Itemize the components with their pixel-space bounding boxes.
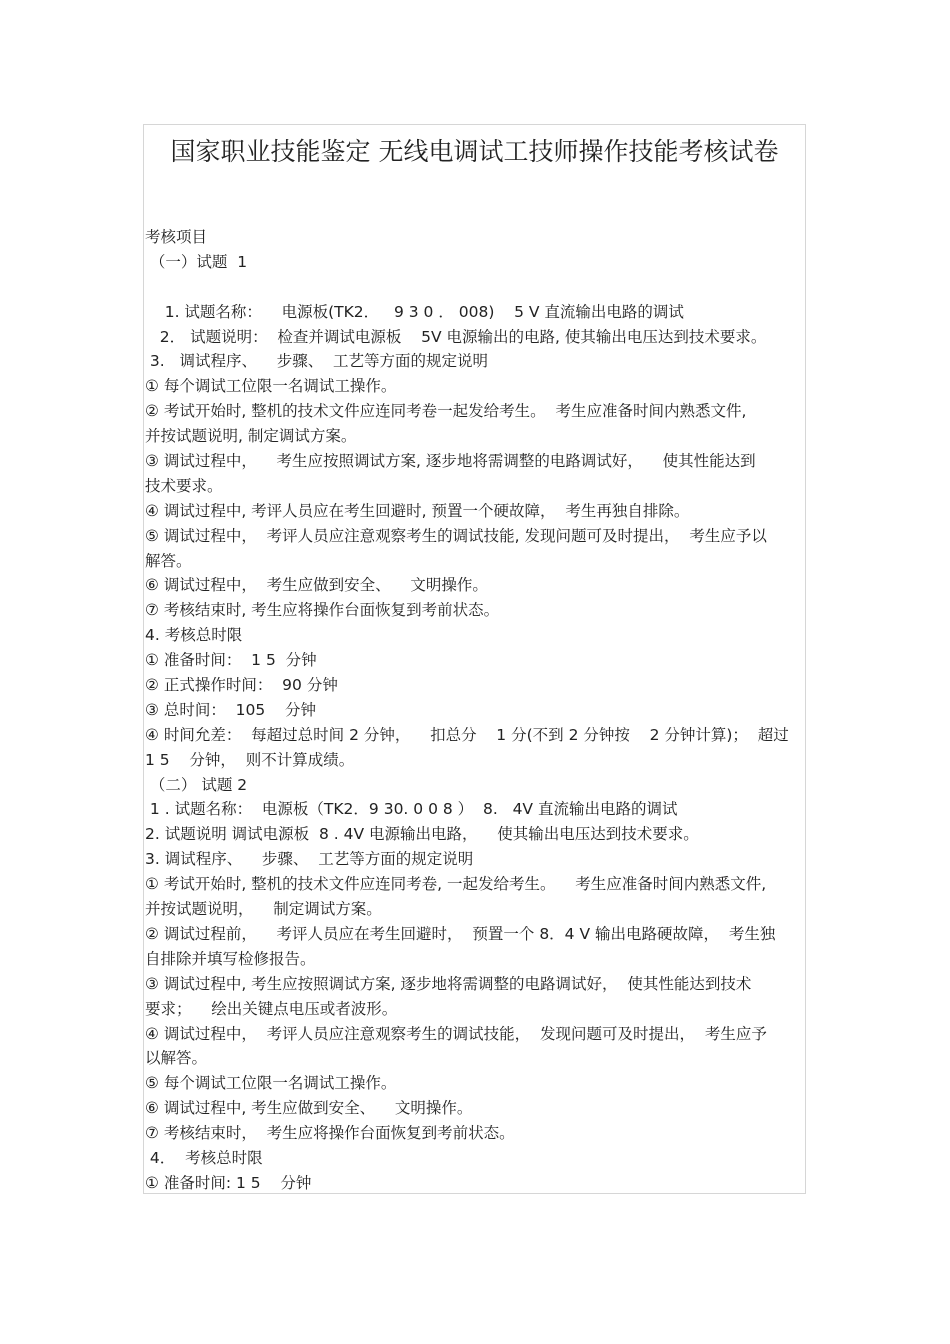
body-text-line: 解答。 <box>145 551 192 570</box>
body-text-line: ③ 调试过程中, 考生应按照调试方案, 逐步地将需调整的电路调试好， 使其性能达到技术 <box>145 974 752 993</box>
body-text-line: ⑦ 考核结束时， 考生应将操作台面恢复到考前状态。 <box>145 1124 515 1143</box>
body-text-line: ⑥ 调试过程中, 考生应做到安全、 文明操作。 <box>145 1099 473 1118</box>
body-text-line: 1 5 分钟， 则不计算成绩。 <box>145 750 355 769</box>
body-text-line: 2. 试题说明 调试电源板 8 . 4V 电源输出电路， 使其输出电压达到技术要求。 <box>145 825 699 844</box>
body-text-line: 1. 试题名称： 电源板(TK2． 9 3 0 ． 008) 5 V 直流输出电路的调试 <box>145 302 684 321</box>
body-text-line: 2． 试题说明： 检查并调试电源板 5V 电源输出的电路, 使其输出电压达到技术要求。 <box>145 327 767 346</box>
body-text-line: （一）试题 1 <box>145 252 248 271</box>
body-text-line: 3. 调试程序、 步骤、 工艺等方面的规定说明 <box>145 352 489 371</box>
body-text-line: ⑦ 考核结束时, 考生应将操作台面恢复到考前状态。 <box>145 601 500 620</box>
blank-line <box>145 275 807 300</box>
body-text-line: ② 正式操作时间： 90 分钟 <box>145 676 338 695</box>
body-text-line: ⑥ 调试过程中， 考生应做到安全、 文明操作。 <box>145 576 488 595</box>
body-text-line: ① 每个调试工位限一名调试工操作。 <box>145 377 397 396</box>
body-text-line: 以解答。 <box>145 1049 208 1068</box>
body-text-line: ⑤ 调试过程中， 考评人员应注意观察考生的调试技能, 发现问题可及时提出， 考生应予以 <box>145 526 767 545</box>
body-text-line: ② 考试开始时, 整机的技术文件应连同考卷一起发给考生。 考生应准备时间内熟悉文件, <box>145 402 747 421</box>
body-text-line: 要求； 绘出关键点电压或者波形。 <box>145 999 398 1018</box>
body-text-line: 3. 调试程序、 步骤、 工艺等方面的规定说明 <box>145 850 474 869</box>
document-title: 国家职业技能鉴定 无线电调试工技师操作技能考核试卷 <box>170 137 779 166</box>
body-text-line: 自排除并填写检修报告。 <box>145 949 316 968</box>
body-text-line: ④ 调试过程中， 考评人员应注意观察考生的调试技能， 发现问题可及时提出， 考生应予 <box>145 1024 767 1043</box>
body-text-line: 并按试题说明， 制定调试方案。 <box>145 900 382 919</box>
document-body <box>145 225 807 1196</box>
body-text-line: ① 考试开始时, 整机的技术文件应连同考卷, 一起发给考生。 考生应准备时间内熟悉文件, <box>145 875 767 894</box>
body-text-line: 4. 考核总时限 <box>145 626 243 645</box>
body-text-line: 技术要求。 <box>145 476 223 495</box>
body-text-line: 4． 考核总时限 <box>145 1148 263 1167</box>
body-text-line: ① 准备时间： 1 5 分钟 <box>145 651 317 670</box>
body-text-line: ④ 调试过程中, 考评人员应在考生回避时, 预置一个硬故障， 考生再独自排除。 <box>145 501 690 520</box>
body-text-line: ④ 时间允差： 每超过总时间 2 分钟， 扣总分 1 分(不到 2 分钟按 2 分钟计算)； 超过 <box>145 725 789 744</box>
body-text-line: ③ 总时间： 105 分钟 <box>145 700 316 719</box>
body-text-line: ③ 调试过程中， 考生应按照调试方案, 逐步地将需调整的电路调试好， 使其性能达到 <box>145 452 756 471</box>
body-text-line: 考核项目 <box>145 228 208 246</box>
body-text-line: ② 调试过程前， 考评人员应在考生回避时， 预置一个 8．4 V 输出电路硬故障， 考生独 <box>145 924 776 943</box>
body-text-line: 并按试题说明, 制定调试方案。 <box>145 427 357 446</box>
body-text-line: ① 准备时间: 1 5 分钟 <box>145 1173 312 1192</box>
body-text-line: ⑤ 每个调试工位限一名调试工操作。 <box>145 1074 397 1093</box>
body-text-line: （二） 试题 2 <box>145 775 248 794</box>
body-text-line: 1 . 试题名称： 电源板（TK2．9 30. 0 0 8 ） 8. 4V 直流输出电路的调试 <box>145 800 678 819</box>
